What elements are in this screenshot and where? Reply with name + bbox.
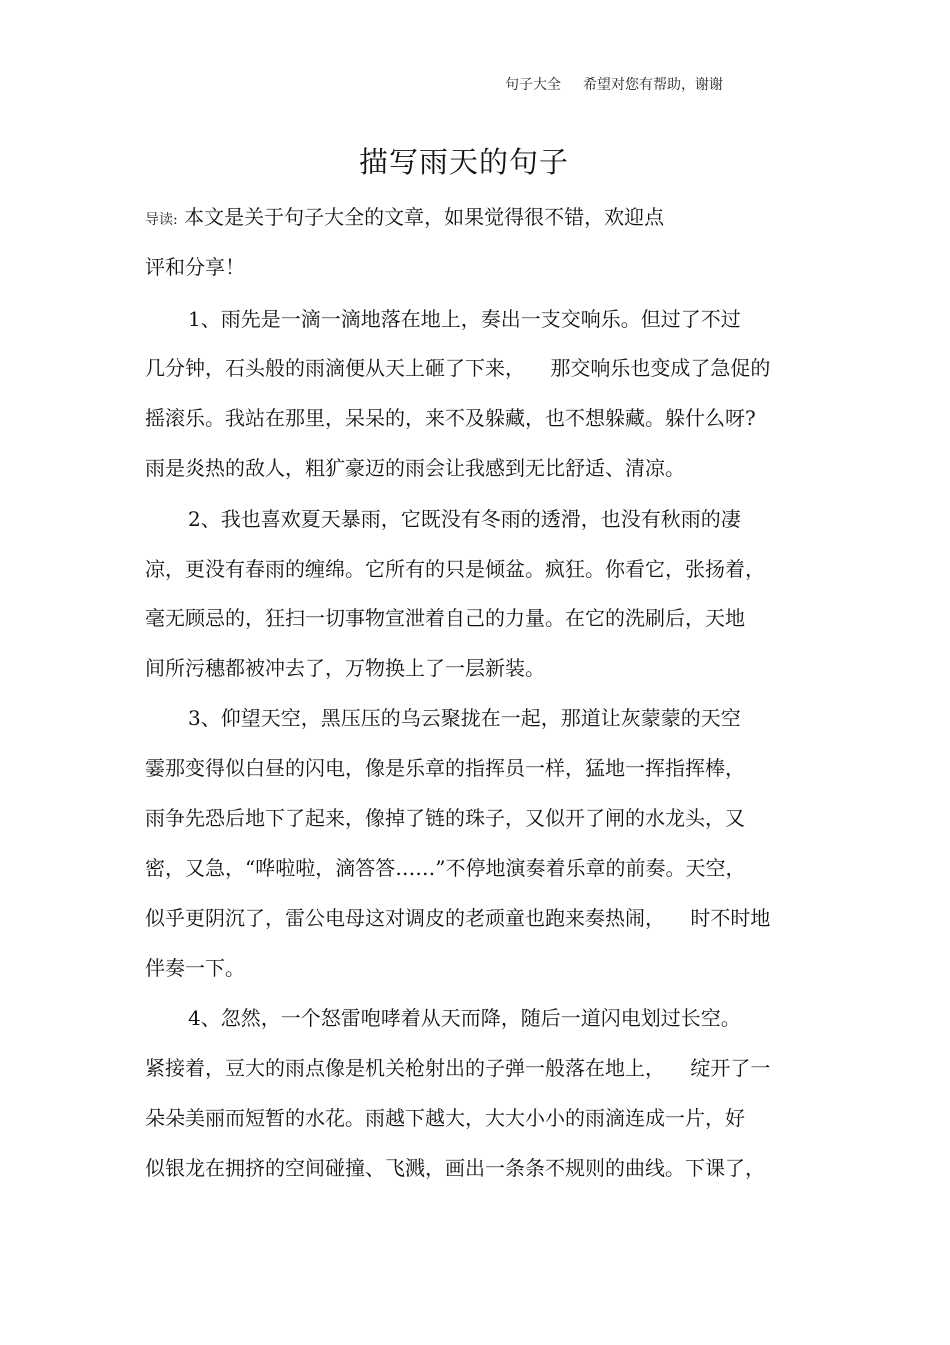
paragraph-line: 4、忽然，一个怒雷咆哮着从天而降，随后一道闪电划过长空。 [188,1006,741,1030]
paragraph-line: 间所污穗都被冲去了，万物换上了一层新装。 [145,656,545,680]
paragraph-line: 1、雨先是一滴一滴地落在地上，奏出一支交响乐。但过了不过 [188,307,741,331]
paragraph-line: 几分钟，石头般的雨滴便从天上砸了下来， 那交响乐也变成了急促的 [145,356,771,380]
paragraph-line: 凉，更没有春雨的缠绵。它所有的只是倾盆。疯狂。你看它，张扬着， [145,557,765,581]
lead-line [145,203,664,234]
paragraph-line: 雨争先恐后地下了起来，像掉了链的珠子，又似开了闸的水龙头，又 [145,806,745,830]
paragraph-line: 朵朵美丽而短暂的水花。雨越下越大，大大小小的雨滴连成一片，好 [145,1106,745,1130]
paragraph-line: 伴奏一下。 [145,956,245,980]
lead-line: 评和分享！ [145,255,245,279]
header-left-text: 句子大全 [505,77,561,93]
paragraph-line: 2、我也喜欢夏天暴雨，它既没有冬雨的透滑，也没有秋雨的凄 [188,507,741,531]
paragraph-line: 摇滚乐。我站在那里，呆呆的，来不及躲藏，也不想躲藏。躲什么呀? [145,406,756,430]
paragraph-line: 似乎更阴沉了，雷公电母这对调皮的老顽童也跑来奏热闹， 时不时地 [145,906,771,930]
paragraph-line: 毫无顾忌的，狂扫一切事物宣泄着自己的力量。在它的洗刷后，天地 [145,606,745,630]
page-header [505,74,723,94]
document-title: 描写雨天的句子 [358,145,569,179]
paragraph-line: 密，又急，“哗啦啦，滴答答……”不停地演奏着乐章的前奏。天空， [145,856,746,880]
paragraph-line: 紧接着，豆大的雨点像是机关枪射出的子弹一般落在地上， 绽开了一 [145,1056,771,1080]
lead-text: 本文是关于句子大全的文章，如果觉得很不错，欢迎点 [177,205,665,229]
paragraph-line: 3、仰望天空，黑压压的乌云聚拢在一起，那道让灰蒙蒙的天空 [188,706,741,730]
header-right-text: 希望对您有帮助，谢谢 [583,77,723,93]
paragraph-line: 似银龙在拥挤的空间碰撞、飞溅，画出一条条不规则的曲线。下课了， [145,1156,765,1180]
paragraph-line: 雨是炎热的敌人，粗犷豪迈的雨会让我感到无比舒适、清凉。 [145,456,685,480]
lead-label: 导读: [145,212,178,228]
paragraph-line: 霎那变得似白昼的闪电，像是乐章的指挥员一样，猛地一挥指挥棒， [145,756,745,780]
